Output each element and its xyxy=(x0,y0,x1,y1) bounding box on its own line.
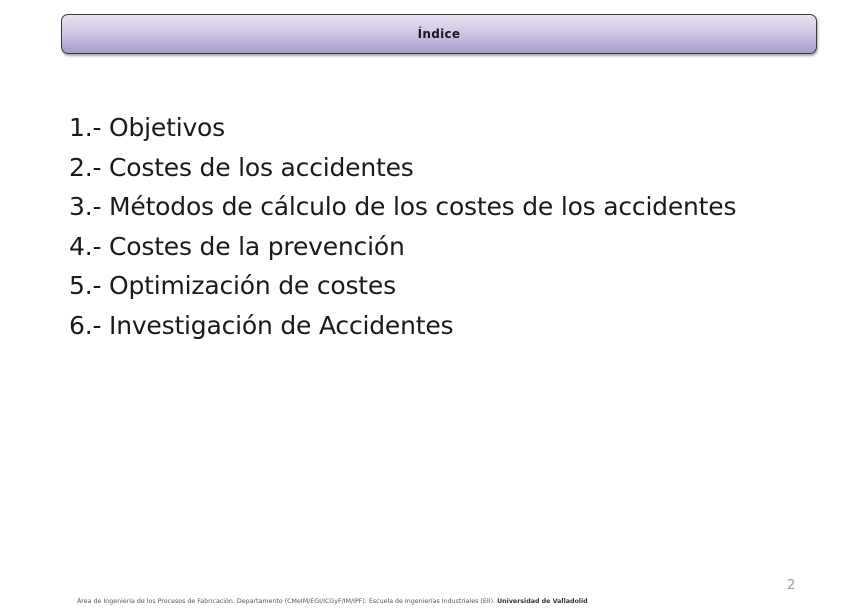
toc-item-6: 6.- Investigación de Accidentes xyxy=(69,310,454,340)
toc-item-1: 1.- Objetivos xyxy=(69,113,225,142)
slide-title: Índice xyxy=(417,27,461,41)
table-of-contents xyxy=(69,108,736,345)
footer xyxy=(77,598,588,605)
footer-text: Área de Ingeniería de los Procesos de Fabricación. Departamento (CMeIM/EGI/ICGyF/IM/IPF). Escuela de Ingenierías Industriales (EII). xyxy=(77,598,496,605)
toc-item-4: 4.- Costes de la prevención xyxy=(69,231,405,261)
page-number: 2 xyxy=(787,578,796,593)
toc-item-5: 5.- Optimización de costes xyxy=(69,271,396,300)
toc-item-2: 2.- Costes de los accidentes xyxy=(69,152,414,182)
toc-item-3: 3.- Métodos de cálculo de los costes de los accidentes xyxy=(69,192,737,221)
slide-title-bar xyxy=(61,14,817,54)
footer-institution: Universidad de Valladolid xyxy=(497,598,588,605)
